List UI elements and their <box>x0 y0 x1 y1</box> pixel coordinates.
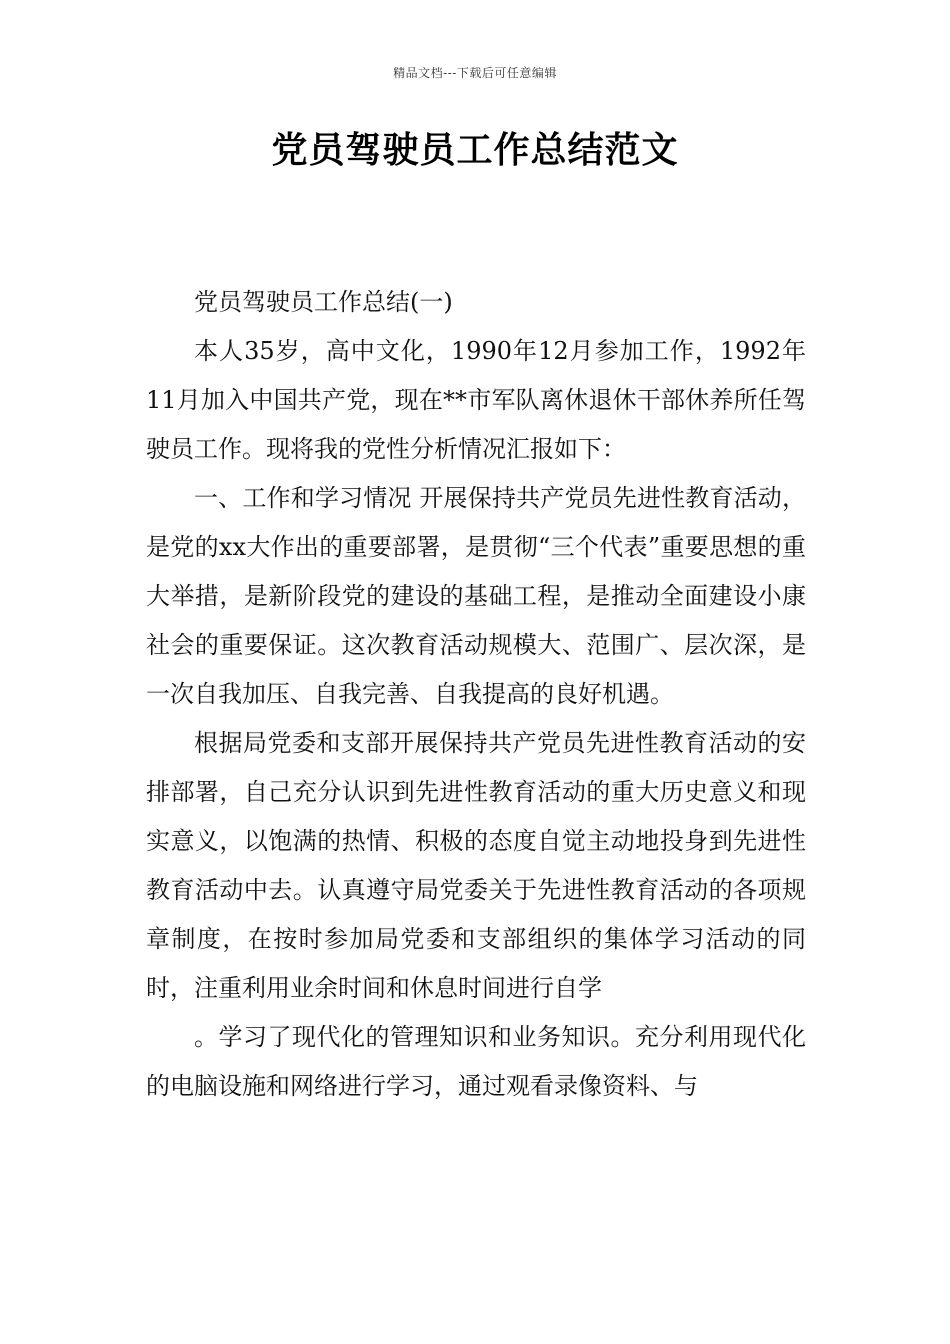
paragraph: 本人35岁，高中文化，1990年12月参加工作，1992年11月加入中国共产党，现在**市军队离休退休干部休养所任驾驶员工作。现将我的党性分析情况汇报如下： <box>146 337 806 463</box>
header-note: 精品文档---下载后可任意编辑 <box>393 66 557 80</box>
document-title: 党员驾驶员工作总结范文 <box>271 130 679 171</box>
section-heading: 党员驾驶员工作总结(一) <box>194 288 453 316</box>
document-body <box>146 278 806 1111</box>
paragraph: 一、工作和学习情况 开展保持共产党员先进性教育活动，是党的xx大作出的重要部署，是贯彻“三个代表”重要思想的重大举措，是新阶段党的建设的基础工程，是推动全面建设小康社会的重要保证。这次教育活动规模大、范围广、层次深，是一次自我加压、自我完善、自我提高的良好机遇。 <box>146 484 806 708</box>
paragraph: 根据局党委和支部开展保持共产党员先进性教育活动的安排部署，自己充分认识到先进性教育活动的重大历史意义和现实意义，以饱满的热情、积极的态度自觉主动地投身到先进性教育活动中去。认真遵守局党委关于先进性教育活动的各项规章制度，在按时参加局党委和支部组织的集体学习活动的同时，注重利用业余时间和休息时间进行自学 <box>146 729 806 1002</box>
paragraph: 。学习了现代化的管理知识和业务知识。充分利用现代化的电脑设施和网络进行学习，通过观看录像资料、与 <box>146 1023 806 1100</box>
